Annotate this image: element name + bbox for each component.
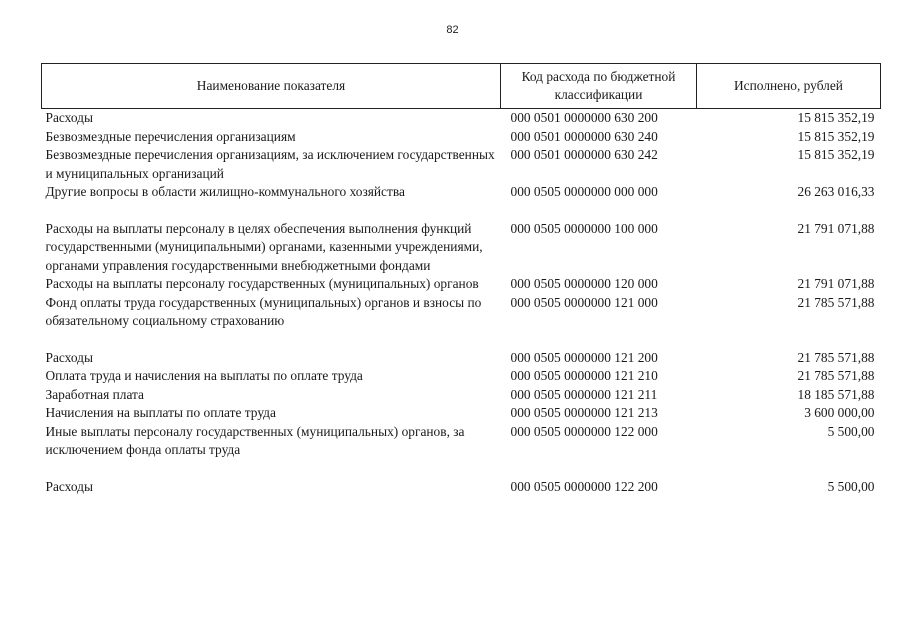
row-amount: 21 791 071,88 <box>797 220 875 236</box>
row-name: Иные выплаты персоналу государственных (муниципальных) органов, за исключением фонда оплаты труда <box>45 423 465 457</box>
row-amount: 15 815 352,19 <box>797 128 875 144</box>
row-code: 000 0505 0000000 120 000 <box>510 276 658 291</box>
row-amount: 21 791 071,88 <box>797 276 875 291</box>
row-code: 000 0501 0000000 630 200 <box>510 110 658 125</box>
expenditure-table <box>41 63 881 496</box>
row-name: Другие вопросы в области жилищно-коммунального хозяйства <box>45 184 405 199</box>
table-row <box>42 146 881 183</box>
table-header-row <box>42 64 881 109</box>
row-amount: 15 815 352,19 <box>797 110 875 125</box>
row-name: Заработная плата <box>45 386 144 402</box>
table-row <box>42 386 881 405</box>
row-code: 000 0505 0000000 121 210 <box>510 368 658 383</box>
row-name: Начисления на выплаты по оплате труда <box>45 405 276 420</box>
row-amount: 5 500,00 <box>827 423 875 439</box>
page-number: 82 <box>446 24 459 36</box>
table-row <box>42 367 881 386</box>
table-row <box>42 294 881 349</box>
row-name: Расходы на выплаты персоналу государственных (муниципальных) органов <box>45 276 479 291</box>
table-row <box>42 423 881 478</box>
row-code: 000 0501 0000000 630 242 <box>510 147 658 162</box>
row-name: Оплата труда и начисления на выплаты по оплате труда <box>45 368 363 383</box>
row-amount: 26 263 016,33 <box>797 184 875 199</box>
row-code: 000 0505 0000000 122 000 <box>510 423 658 439</box>
table-row <box>42 220 881 276</box>
row-amount: 5 500,00 <box>827 478 875 494</box>
row-name: Безвозмездные перечисления организациям <box>45 128 296 144</box>
table-row <box>42 128 881 147</box>
row-code: 000 0501 0000000 630 240 <box>510 128 658 144</box>
table-row <box>42 109 881 128</box>
row-code: 000 0505 0000000 121 200 <box>510 349 658 365</box>
row-name: Безвозмездные перечисления организациям, за исключением государственных и муниципальных организаций <box>45 147 495 181</box>
row-name: Расходы на выплаты персоналу в целях обеспечения выполнения функций государственными (муниципальными) органами, казенными учреждениями, органами управления государственными внебюджетными фондами <box>45 220 483 273</box>
row-name: Фонд оплаты труда государственных (муниципальных) органов и взносы по обязательному социальному страхованию <box>45 294 482 328</box>
row-amount: 21 785 571,88 <box>797 349 875 365</box>
row-code: 000 0505 0000000 000 000 <box>510 184 658 199</box>
table-row <box>42 275 881 294</box>
row-amount: 21 785 571,88 <box>797 368 875 383</box>
table-row <box>42 183 881 220</box>
table-row <box>42 478 881 497</box>
row-code: 000 0505 0000000 121 000 <box>510 294 658 310</box>
table-row <box>42 404 881 423</box>
row-amount: 21 785 571,88 <box>797 294 875 310</box>
row-code: 000 0505 0000000 121 213 <box>510 405 658 420</box>
row-name: Расходы <box>45 110 93 125</box>
row-amount: 3 600 000,00 <box>804 405 875 420</box>
row-amount: 18 185 571,88 <box>797 386 875 402</box>
header-executed-amount: Исполнено, рублей <box>697 64 881 109</box>
row-name: Расходы <box>45 349 93 365</box>
row-amount: 15 815 352,19 <box>797 147 875 162</box>
header-budget-code: Код расхода по бюджетной классификации <box>501 64 697 109</box>
header-indicator-name: Наименование показателя <box>42 64 501 109</box>
table-row <box>42 349 881 368</box>
row-name: Расходы <box>45 478 93 494</box>
row-code: 000 0505 0000000 121 211 <box>510 386 658 402</box>
row-code: 000 0505 0000000 122 200 <box>510 478 658 494</box>
row-code: 000 0505 0000000 100 000 <box>510 220 658 236</box>
